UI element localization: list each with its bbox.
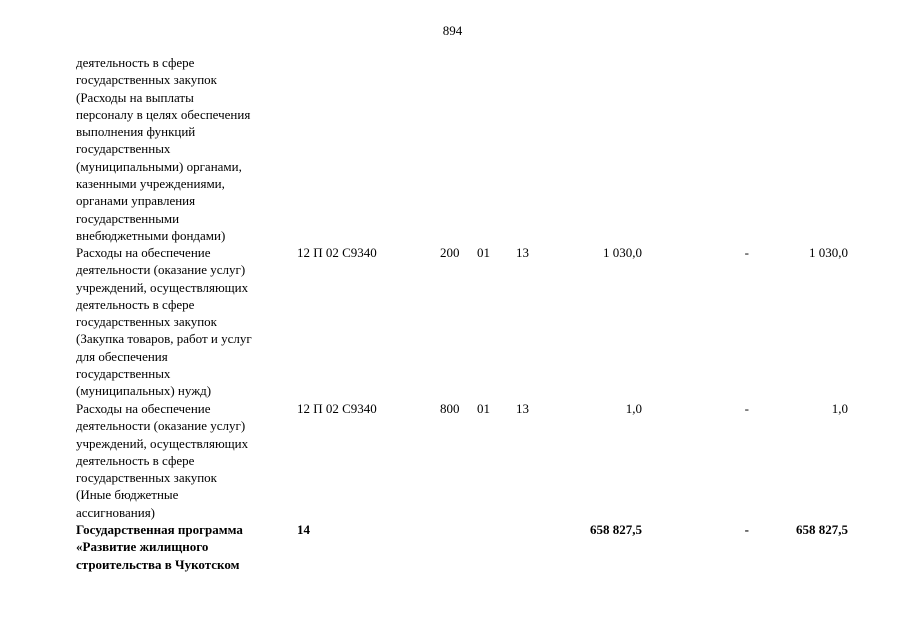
- description-line: деятельности (оказание услуг): [76, 418, 246, 434]
- section-code: 01: [477, 401, 490, 416]
- description-line: деятельности (оказание услуг): [76, 262, 246, 278]
- description-line: государственных закупок: [76, 72, 217, 88]
- total-value: 658 827,5: [796, 522, 848, 537]
- amount-value: 1,0: [625, 401, 642, 416]
- page-number: 894: [442, 23, 463, 38]
- amount-value: 658 827,5: [590, 522, 642, 537]
- description-line: (Иные бюджетные: [76, 487, 179, 503]
- amount-value: 1 030,0: [603, 245, 642, 260]
- description-line: для обеспечения: [76, 348, 168, 364]
- target-code: 12 П 02 С9340: [297, 245, 377, 260]
- description-line: деятельность в сфере: [76, 55, 195, 70]
- total-value: 1 030,0: [809, 245, 848, 260]
- target-code: 12 П 02 С9340: [297, 401, 377, 416]
- description-line: государственных закупок: [76, 470, 217, 486]
- subsection-code: 13: [516, 401, 529, 416]
- change-value: -: [744, 401, 749, 416]
- change-value: -: [744, 245, 749, 260]
- description-line: государственных: [76, 366, 171, 382]
- description-line: учреждений, осуществляющих: [76, 279, 249, 295]
- description-line: Расходы на обеспечение: [76, 245, 211, 260]
- description-line: (Закупка товаров, работ и услуг: [76, 331, 252, 347]
- description-line: деятельность в сфере: [76, 296, 195, 312]
- expense-type-code: 200: [440, 245, 460, 260]
- target-code: 14: [297, 522, 310, 537]
- section-code: 01: [477, 245, 490, 260]
- description-line: учреждений, осуществляющих: [76, 435, 249, 451]
- expense-type-code: 800: [440, 401, 460, 416]
- description-line: Расходы на обеспечение: [76, 401, 211, 416]
- description-line: персоналу в целях обеспечения: [76, 106, 251, 122]
- row-description: [76, 521, 288, 573]
- description-line: деятельность в сфере: [76, 452, 195, 468]
- description-line: государственных: [76, 141, 171, 157]
- description-line: внебюджетными фондами): [76, 227, 226, 243]
- description-line: строительства в Чукотском: [76, 556, 240, 572]
- description-line: государственных закупок: [76, 314, 217, 330]
- row-description: [76, 244, 288, 400]
- description-line: казенными учреждениями,: [76, 176, 225, 192]
- description-line: (муниципальными) органами,: [76, 158, 242, 174]
- subsection-code: 13: [516, 245, 529, 260]
- description-line: «Развитие жилищного: [76, 539, 209, 555]
- total-value: 1,0: [831, 401, 848, 416]
- row-description: [76, 400, 288, 521]
- description-line: Государственная программа: [76, 522, 243, 537]
- description-line: выполнения функций: [76, 124, 196, 140]
- description-line: (Расходы на выплаты: [76, 89, 194, 105]
- description-line: ассигнования): [76, 504, 156, 520]
- change-value: -: [744, 522, 749, 537]
- description-line: государственными: [76, 210, 180, 226]
- row-description: [76, 54, 288, 244]
- description-line: органами управления: [76, 193, 196, 209]
- description-line: (муниципальных) нужд): [76, 383, 212, 399]
